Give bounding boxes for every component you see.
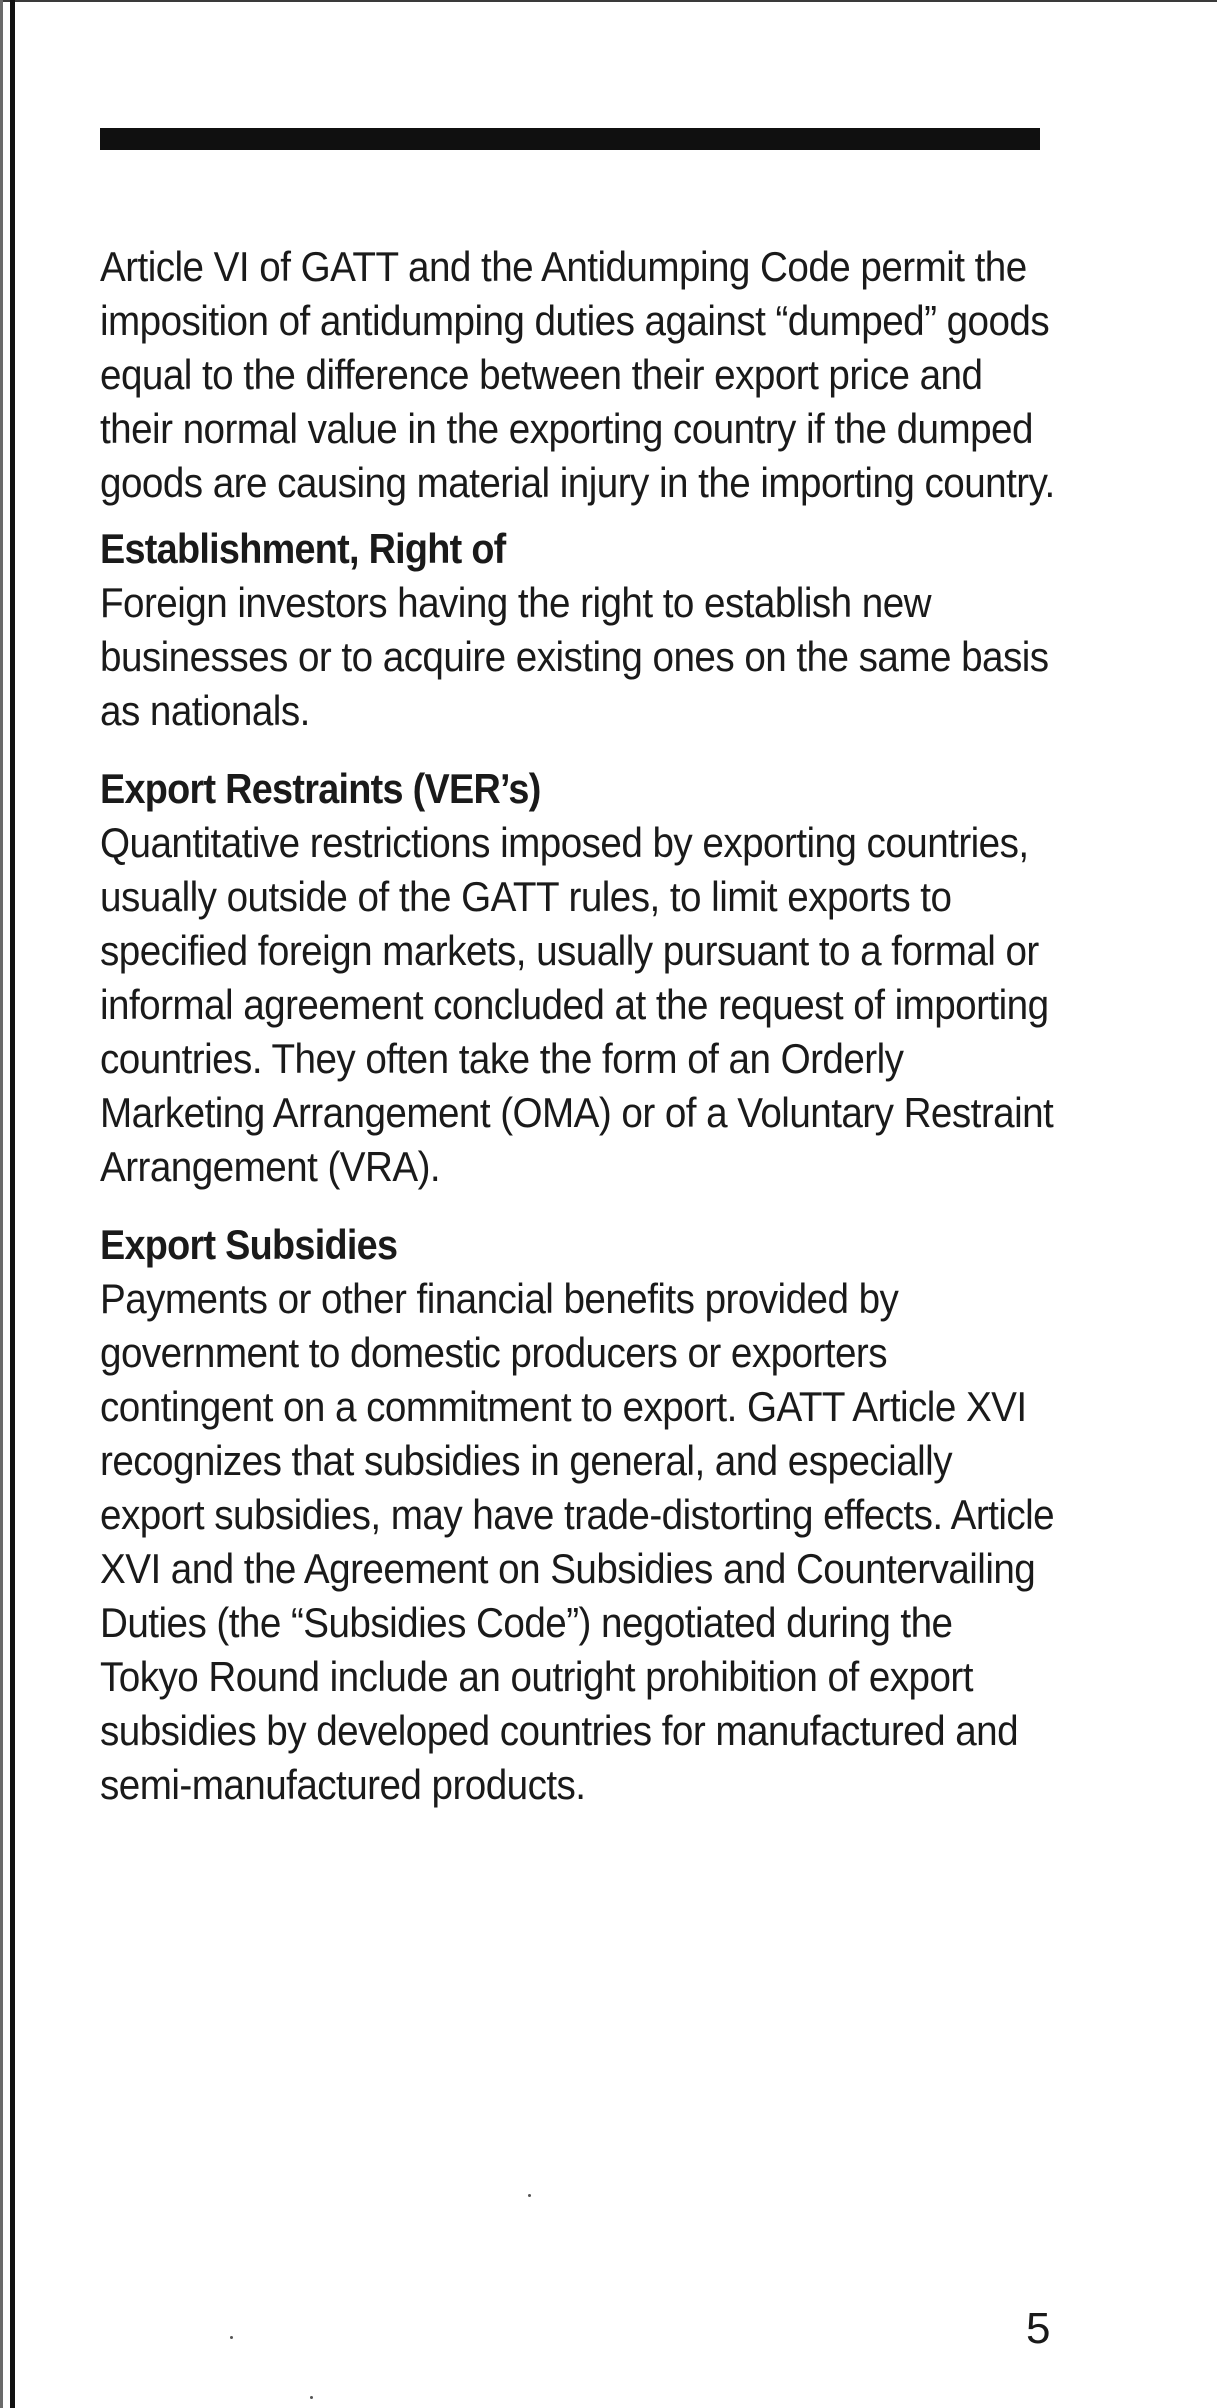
- page-number: 5: [1026, 2304, 1051, 2353]
- scan-speck: [230, 2336, 233, 2339]
- glossary-entry-export-restraints: [100, 762, 1060, 1194]
- page-top-edge: [0, 0, 1217, 2]
- intro-paragraph: Article VI of GATT and the Antidumping Code permit the imposition of antidumping duties against “dumped” goods equal to the difference between their export price and their normal value in the exporting country if the dumped goods are causing material injury in the importing country.: [100, 243, 1055, 506]
- glossary-entry-export-subsidies: [100, 1218, 1060, 1812]
- entry-definition: Quantitative restrictions imposed by exporting countries, usually outside of the GATT rules, to limit exports to specified foreign markets, usually pursuant to a formal or informal agreement concluded at the request of importing countries. They often take the form of an Orderly Marketing Arrangement (OMA) or of a Voluntary Restraint Arrangement (VRA).: [100, 819, 1054, 1190]
- scan-speck: [310, 2396, 313, 2399]
- entry-term: Export Restraints (VER’s): [100, 765, 541, 812]
- entry-term: Export Subsidies: [100, 1221, 398, 1268]
- entry-term: Establishment, Right of: [100, 525, 506, 572]
- glossary-entry-establishment: [100, 522, 1060, 738]
- page-left-edge: [10, 0, 15, 2408]
- header-rule: [100, 128, 1040, 150]
- page-left-shadow: [0, 0, 3, 2408]
- scan-speck: [528, 2194, 531, 2197]
- entry-definition: Foreign investors having the right to establish new businesses or to acquire existing ones on the same basis as nationals.: [100, 579, 1049, 734]
- entry-definition: Payments or other financial benefits provided by government to domestic producers or exporters contingent on a commitment to export. GATT Article XVI recognizes that subsidies in general, and especially export subsidies, may have trade-distorting effects. Article XVI and the Agreement on Subsidies and Countervailing Duties (the “Subsidies Code”) negotiated during the Tokyo Round include an outright prohibition of export subsidies by developed countries for manufactured and semi-manufactured products.: [100, 1275, 1055, 1808]
- page-body: [100, 240, 1060, 1812]
